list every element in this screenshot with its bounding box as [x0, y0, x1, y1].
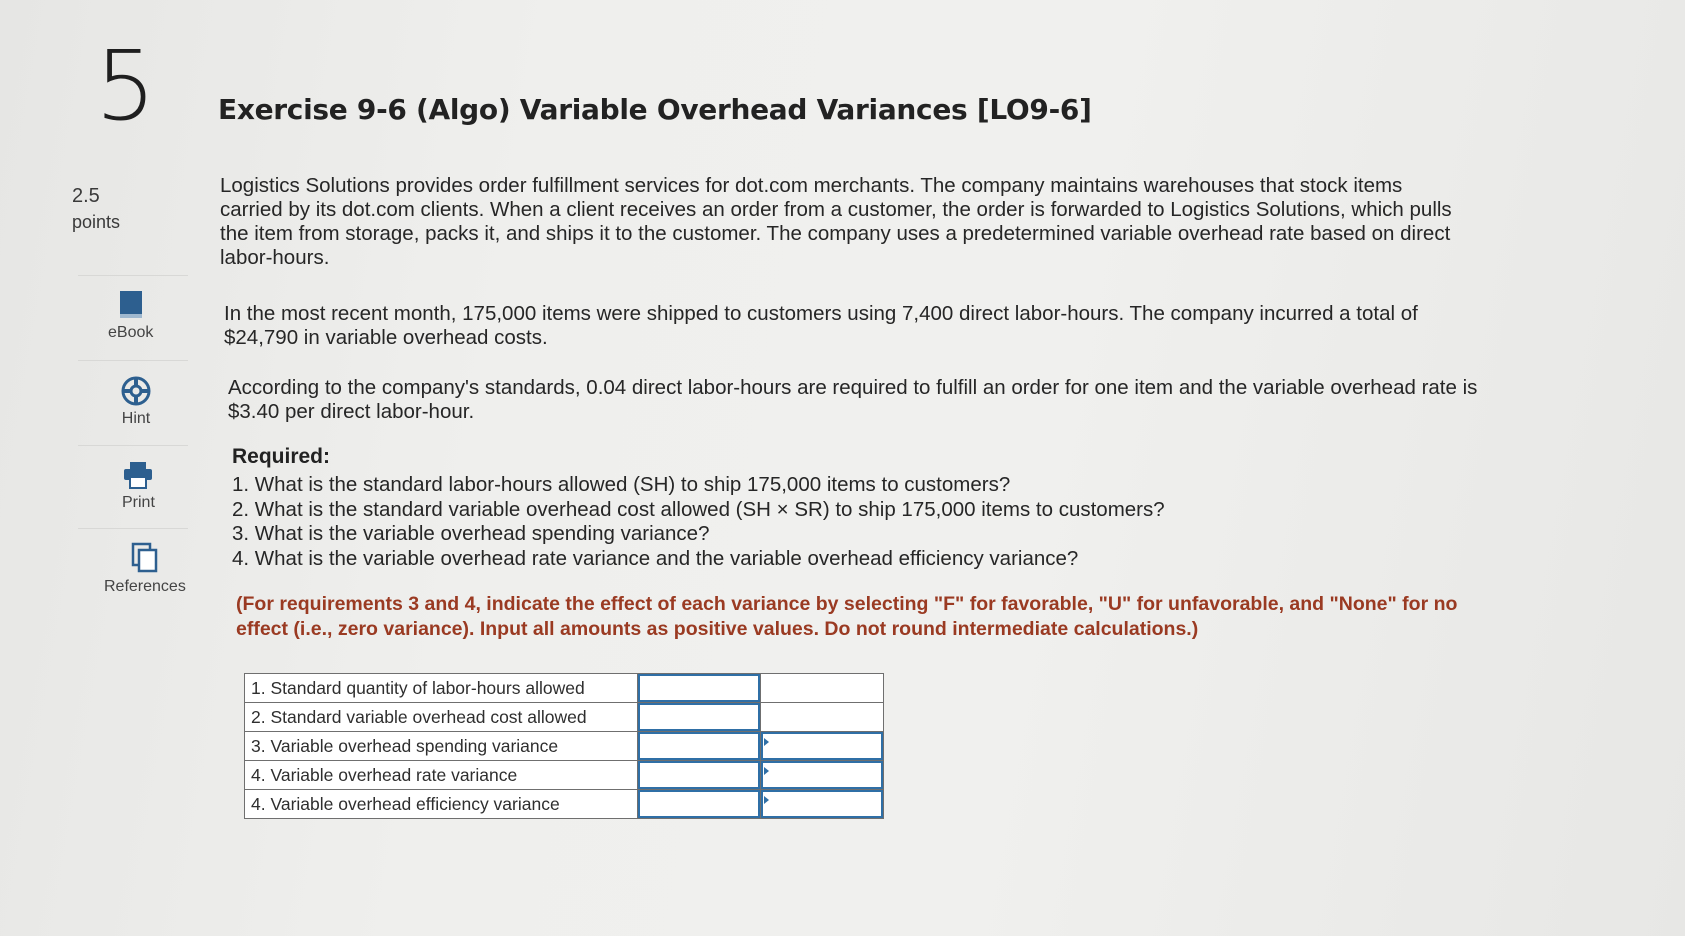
table-row — [245, 674, 884, 703]
row-label: 3. Variable overhead spending variance — [245, 732, 638, 761]
question-number: 5 — [95, 30, 157, 142]
hint-button[interactable] — [121, 376, 151, 428]
amount-cell — [638, 703, 761, 732]
amount-input[interactable] — [638, 674, 760, 702]
row-label: 4. Variable overhead rate variance — [245, 761, 638, 790]
required-heading: Required: — [232, 445, 331, 468]
references-label: References — [104, 578, 186, 595]
effect-cell — [761, 674, 884, 703]
row-label: 4. Variable overhead efficiency variance — [245, 790, 638, 819]
required-item-3: 3. What is the variable overhead spending variance? — [232, 522, 710, 545]
amount-input[interactable] — [638, 761, 760, 789]
amount-cell — [638, 761, 761, 790]
points-label: points — [72, 212, 121, 232]
answer-table — [244, 673, 884, 819]
problem-paragraph-2: In the most recent month, 175,000 items were shipped to customers using 7,400 direct labor-hours. The company incurred a total of $24,790 in variable overhead costs. — [224, 302, 1418, 349]
required-item-1: 1. What is the standard labor-hours allowed (SH) to ship 175,000 items to customers? — [232, 473, 1011, 496]
ebook-icon — [118, 290, 144, 320]
divider — [78, 528, 188, 529]
amount-cell — [638, 674, 761, 703]
amount-cell — [638, 790, 761, 819]
instructions-text: (For requirements 3 and 4, indicate the effect of each variance by selecting "F" for favorable, "U" for unfavorable, and "None" for no effect (i.e., zero variance). Input all amounts as positive values. Do not round intermediate calculations.) — [236, 593, 1458, 640]
references-icon — [130, 542, 160, 574]
ebook-label: eBook — [108, 324, 154, 341]
row-label: 1. Standard quantity of labor-hours allowed — [245, 674, 638, 703]
divider — [78, 275, 188, 276]
required-item-2: 2. What is the standard variable overhead cost allowed (SH × SR) to ship 175,000 items to customers? — [232, 497, 1165, 521]
effect-cell — [761, 761, 884, 790]
effect-cell — [761, 732, 884, 761]
divider — [78, 445, 188, 446]
divider — [78, 360, 188, 361]
amount-cell — [638, 732, 761, 761]
effect-select[interactable] — [761, 761, 883, 789]
print-label: Print — [122, 494, 155, 511]
points-value: 2.5 — [72, 185, 100, 207]
required-item-4: 4. What is the variable overhead rate variance and the variable overhead efficiency variance? — [232, 546, 1079, 570]
table-row — [245, 732, 884, 761]
print-button[interactable] — [122, 460, 155, 512]
effect-cell — [761, 790, 884, 819]
ebook-button[interactable] — [108, 290, 153, 342]
amount-input[interactable] — [638, 790, 760, 818]
amount-input[interactable] — [638, 732, 760, 760]
hint-label: Hint — [121, 410, 151, 427]
required-list — [232, 473, 1165, 571]
problem-paragraph-3: According to the company's standards, 0.04 direct labor-hours are required to fulfill an order for one item and the variable overhead rate is $3.40 per direct labor-hour. — [228, 376, 1478, 423]
effect-select[interactable] — [761, 790, 883, 818]
effect-cell — [761, 703, 884, 732]
table-row — [245, 761, 884, 790]
amount-input[interactable] — [638, 703, 760, 731]
hint-icon — [121, 376, 151, 406]
problem-paragraph-1: Logistics Solutions provides order fulfillment services for dot.com merchants. The company maintains warehouses that stock items carried by its dot.com clients. When a client receives an order from a customer, the order is forwarded to Logistics Solutions, which pulls the item from storage, packs it, and ships it to the customer. The company uses a predetermined variable overhead rate based on direct labor-hours. — [220, 174, 1452, 269]
row-label: 2. Standard variable overhead cost allowed — [245, 703, 638, 732]
table-row — [245, 703, 884, 732]
references-button[interactable] — [104, 542, 186, 596]
exercise-title: Exercise 9-6 (Algo) Variable Overhead Variances [LO9-6] — [218, 93, 1092, 126]
print-icon — [122, 460, 154, 490]
effect-select[interactable] — [761, 732, 883, 760]
table-row — [245, 790, 884, 819]
